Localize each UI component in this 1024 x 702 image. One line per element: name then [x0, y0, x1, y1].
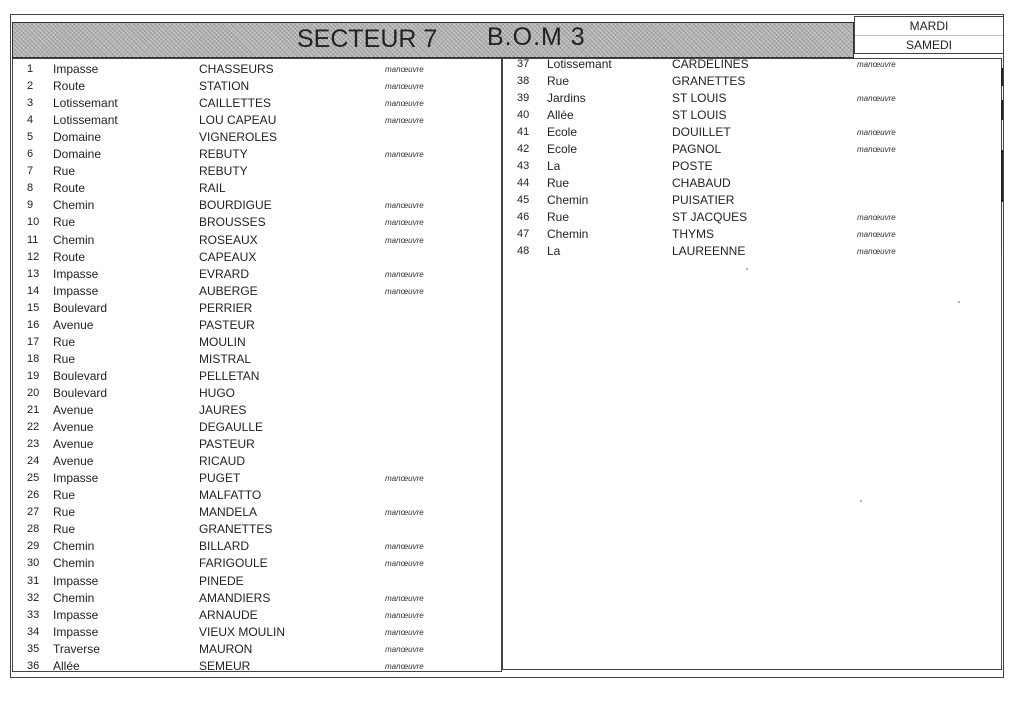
street-name: AUBERGE — [199, 283, 258, 298]
row-number: 7 — [27, 165, 34, 178]
street-type: Ecole — [547, 142, 578, 156]
row-number: 44 — [517, 177, 530, 189]
row-number: 29 — [27, 540, 40, 553]
street-name: BOURDIGUE — [199, 198, 272, 213]
street-type: Route — [53, 249, 86, 264]
street-type: Rue — [547, 176, 570, 190]
maneuver-note: manœuvre — [385, 150, 424, 160]
street-row — [13, 300, 501, 317]
street-row — [13, 453, 501, 470]
street-row — [13, 112, 501, 129]
street-name: PUISATIER — [672, 193, 735, 207]
street-type: Lotissemant — [53, 113, 118, 128]
row-number: 11 — [27, 233, 39, 246]
scan-speck — [746, 268, 748, 270]
street-type: Rue — [53, 505, 76, 520]
street-row — [503, 124, 1001, 141]
row-number: 27 — [27, 506, 40, 519]
maneuver-note: manœuvre — [385, 286, 424, 296]
row-number: 10 — [27, 216, 40, 229]
row-number: 18 — [27, 352, 40, 365]
row-number: 17 — [27, 335, 40, 348]
row-number: 32 — [27, 591, 40, 604]
street-type: Chemin — [53, 590, 95, 605]
street-row — [13, 266, 501, 283]
street-row — [13, 249, 501, 266]
street-row — [13, 61, 501, 78]
street-name: VIGNEROLES — [199, 130, 278, 145]
street-type: Domaine — [53, 130, 102, 145]
row-number: 24 — [27, 455, 40, 468]
maneuver-note: manœuvre — [385, 644, 424, 654]
street-name: JAURES — [199, 403, 247, 417]
street-name: MANDELA — [199, 505, 258, 520]
street-name: ST LOUIS — [672, 108, 727, 122]
row-number: 9 — [27, 199, 34, 212]
street-name: FARIGOULE — [199, 556, 268, 571]
maneuver-note: manœuvre — [385, 116, 424, 126]
bom-title: B.O.M 3 — [487, 23, 586, 51]
street-type: Rue — [53, 522, 76, 537]
street-row — [13, 95, 501, 112]
street-row — [503, 192, 1001, 209]
street-type: Chemin — [53, 198, 95, 213]
street-list-left — [12, 58, 502, 672]
row-number: 33 — [27, 608, 40, 621]
maneuver-note: manœuvre — [857, 60, 896, 69]
street-row — [13, 146, 501, 163]
maneuver-note: manœuvre — [385, 610, 424, 620]
street-name: PASTEUR — [199, 317, 255, 332]
maneuver-note: manœuvre — [385, 542, 424, 552]
street-type: Chemin — [53, 539, 95, 554]
scan-mark — [1001, 68, 1003, 86]
row-number: 38 — [517, 75, 530, 87]
street-name: LAUREENNE — [672, 244, 746, 258]
street-type: Rue — [53, 351, 76, 366]
street-name: BROUSSES — [199, 215, 266, 230]
street-name: GRANETTES — [199, 522, 273, 537]
street-name: THYMS — [672, 227, 714, 241]
street-type: La — [547, 244, 561, 258]
street-type: Chemin — [53, 232, 95, 247]
street-name: CARDELINES — [672, 57, 749, 71]
street-name: VIEUX MOULIN — [199, 624, 286, 639]
street-type: Impasse — [53, 573, 99, 588]
street-name: SEMEUR — [199, 658, 251, 673]
row-number: 45 — [517, 194, 530, 206]
street-row — [13, 624, 501, 641]
street-type: Ecole — [547, 125, 578, 139]
street-name: GRANETTES — [672, 74, 746, 88]
street-row — [13, 436, 501, 453]
row-number: 5 — [27, 131, 34, 144]
street-row — [13, 573, 501, 590]
collection-days — [854, 16, 1004, 54]
maneuver-note: manœuvre — [857, 213, 896, 222]
row-number: 34 — [27, 625, 40, 638]
row-number: 3 — [27, 97, 34, 110]
street-type: Domaine — [53, 147, 102, 162]
street-row — [13, 283, 501, 300]
row-number: 23 — [27, 438, 40, 451]
street-row — [503, 141, 1001, 158]
row-number: 47 — [517, 228, 530, 240]
maneuver-note: manœuvre — [857, 247, 896, 256]
row-number: 2 — [27, 80, 34, 93]
maneuver-note: manœuvre — [385, 661, 424, 671]
street-name: PERRIER — [199, 300, 253, 315]
street-type: Avenue — [53, 420, 94, 435]
street-name: REBUTY — [199, 164, 248, 179]
row-number: 35 — [27, 642, 40, 655]
street-row — [13, 385, 501, 402]
street-type: Chemin — [53, 556, 95, 571]
street-row — [503, 209, 1001, 226]
row-number: 42 — [517, 143, 530, 155]
street-row — [503, 90, 1001, 107]
street-name: PAGNOL — [672, 142, 722, 156]
scan-mark — [1001, 255, 1002, 665]
street-row — [503, 107, 1001, 124]
street-type: Route — [53, 79, 86, 94]
street-row — [13, 555, 501, 572]
street-name: EVRARD — [199, 266, 250, 281]
row-number: 41 — [517, 126, 530, 138]
maneuver-note: manœuvre — [385, 201, 424, 211]
street-type: Avenue — [53, 403, 94, 417]
row-number: 26 — [27, 489, 40, 502]
street-name: MISTRAL — [199, 351, 252, 366]
scan-speck — [860, 500, 862, 502]
maneuver-note: manœuvre — [857, 128, 896, 137]
row-number: 25 — [27, 472, 40, 485]
street-type: Rue — [53, 488, 76, 503]
street-type: Boulevard — [53, 300, 108, 315]
street-name: ST LOUIS — [672, 91, 727, 105]
row-number: 39 — [517, 92, 530, 104]
street-name: MAURON — [199, 641, 253, 656]
street-name: ARNAUDE — [199, 607, 258, 622]
maneuver-note: manœuvre — [385, 508, 424, 518]
maneuver-note: manœuvre — [385, 65, 424, 74]
street-name: CAILLETTES — [199, 96, 272, 111]
row-number: 37 — [517, 58, 530, 70]
row-number: 40 — [517, 109, 530, 121]
maneuver-note: manœuvre — [385, 559, 424, 569]
street-row — [13, 129, 501, 146]
street-type: Jardins — [547, 91, 586, 105]
street-type: Rue — [53, 164, 76, 179]
street-name: MOULIN — [199, 334, 246, 349]
street-name: MALFATTO — [199, 488, 262, 503]
street-row — [13, 538, 501, 555]
street-row — [13, 232, 501, 249]
row-number: 46 — [517, 211, 530, 223]
street-row — [13, 197, 501, 214]
maneuver-note: manœuvre — [385, 218, 424, 228]
row-number: 22 — [27, 421, 40, 434]
street-row — [13, 334, 501, 351]
street-type: Lotissemant — [547, 57, 612, 71]
street-type: Lotissemant — [53, 96, 118, 111]
street-name: RAIL — [199, 181, 226, 196]
row-number: 30 — [27, 557, 40, 570]
day-2: SAMEDI — [905, 38, 952, 52]
street-name: PUGET — [199, 471, 241, 486]
row-number: 6 — [27, 148, 34, 161]
row-number: 20 — [27, 386, 40, 399]
row-number: 36 — [27, 659, 40, 672]
maneuver-note: manœuvre — [385, 82, 424, 92]
street-type: Impasse — [53, 607, 99, 622]
street-name: CHASSEURS — [199, 62, 274, 76]
street-row — [13, 368, 501, 385]
street-row — [13, 163, 501, 180]
street-type: Impasse — [53, 266, 99, 281]
street-row — [13, 607, 501, 624]
maneuver-note: manœuvre — [385, 99, 424, 109]
row-number: 4 — [27, 114, 34, 127]
street-row — [13, 658, 501, 675]
row-number: 14 — [27, 284, 40, 297]
street-row — [13, 402, 501, 419]
street-type: Chemin — [547, 227, 589, 241]
street-row — [13, 317, 501, 334]
street-type: Avenue — [53, 437, 94, 452]
street-type: Allée — [547, 108, 574, 122]
maneuver-note: manœuvre — [857, 94, 896, 103]
row-number: 15 — [27, 301, 40, 314]
row-number: 12 — [27, 250, 40, 263]
street-type: Impasse — [53, 471, 99, 486]
street-name: CHABAUD — [672, 176, 731, 190]
maneuver-note: manœuvre — [857, 145, 896, 154]
street-type: Rue — [547, 74, 570, 88]
street-row — [13, 470, 501, 487]
street-name: CAPEAUX — [199, 249, 257, 264]
street-type: La — [547, 159, 561, 173]
street-row — [503, 158, 1001, 175]
street-name: DEGAULLE — [199, 420, 264, 435]
street-type: Traverse — [53, 641, 100, 656]
street-row — [13, 351, 501, 368]
maneuver-note: manœuvre — [385, 235, 424, 245]
maneuver-note: manœuvre — [857, 230, 896, 239]
street-name: PELLETAN — [199, 368, 260, 383]
street-type: Rue — [53, 215, 76, 230]
street-type: Impasse — [53, 283, 99, 298]
street-row — [13, 590, 501, 607]
street-type: Chemin — [547, 193, 589, 207]
row-number: 8 — [27, 182, 34, 195]
street-row — [503, 56, 1001, 73]
scan-speck — [958, 301, 960, 303]
street-type: Boulevard — [53, 368, 108, 383]
street-row — [13, 487, 501, 504]
street-row — [13, 214, 501, 231]
sector-header — [12, 22, 854, 58]
street-row — [13, 419, 501, 436]
street-row — [503, 175, 1001, 192]
street-type: Route — [53, 181, 86, 196]
street-name: ST JACQUES — [672, 210, 748, 224]
street-row — [13, 641, 501, 658]
street-name: DOUILLET — [672, 125, 731, 139]
row-number: 19 — [27, 369, 40, 382]
day-1: MARDI — [855, 17, 1003, 36]
street-row — [13, 504, 501, 521]
street-name: PINEDE — [199, 573, 244, 588]
street-name: BILLARD — [199, 539, 250, 554]
street-row — [13, 78, 501, 95]
street-row — [13, 180, 501, 197]
street-type: Impasse — [53, 624, 99, 639]
street-name: PASTEUR — [199, 437, 255, 452]
street-name: ROSEAUX — [199, 232, 258, 247]
row-number: 1 — [27, 63, 34, 75]
maneuver-note: manœuvre — [385, 474, 424, 484]
street-type: Rue — [53, 334, 76, 349]
row-number: 13 — [27, 267, 40, 280]
street-name: STATION — [199, 79, 250, 94]
street-list-right — [502, 58, 1002, 670]
street-name: REBUTY — [199, 147, 248, 162]
row-number: 21 — [27, 404, 40, 416]
sector-title: SECTEUR 7 — [297, 25, 438, 53]
row-number: 43 — [517, 160, 530, 172]
street-row — [13, 521, 501, 538]
maneuver-note: manœuvre — [385, 627, 424, 637]
street-type: Rue — [547, 210, 570, 224]
street-type: Impasse — [53, 62, 99, 76]
scan-mark — [1001, 150, 1003, 202]
street-name: HUGO — [199, 385, 235, 400]
street-row — [503, 226, 1001, 243]
street-type: Allée — [53, 658, 80, 673]
street-type: Avenue — [53, 454, 94, 469]
maneuver-note: manœuvre — [385, 269, 424, 279]
row-number: 31 — [27, 574, 40, 587]
street-name: LOU CAPEAU — [199, 113, 277, 128]
row-number: 16 — [27, 318, 40, 331]
street-row — [503, 73, 1001, 90]
maneuver-note: manœuvre — [385, 593, 424, 603]
row-number: 48 — [517, 245, 530, 257]
row-number: 28 — [27, 523, 40, 536]
street-type: Boulevard — [53, 385, 108, 400]
street-row — [503, 243, 1001, 260]
street-type: Avenue — [53, 317, 94, 332]
street-name: POSTE — [672, 159, 713, 173]
street-name: RICAUD — [199, 454, 246, 469]
scan-mark — [1001, 100, 1003, 120]
street-name: AMANDIERS — [199, 590, 271, 605]
